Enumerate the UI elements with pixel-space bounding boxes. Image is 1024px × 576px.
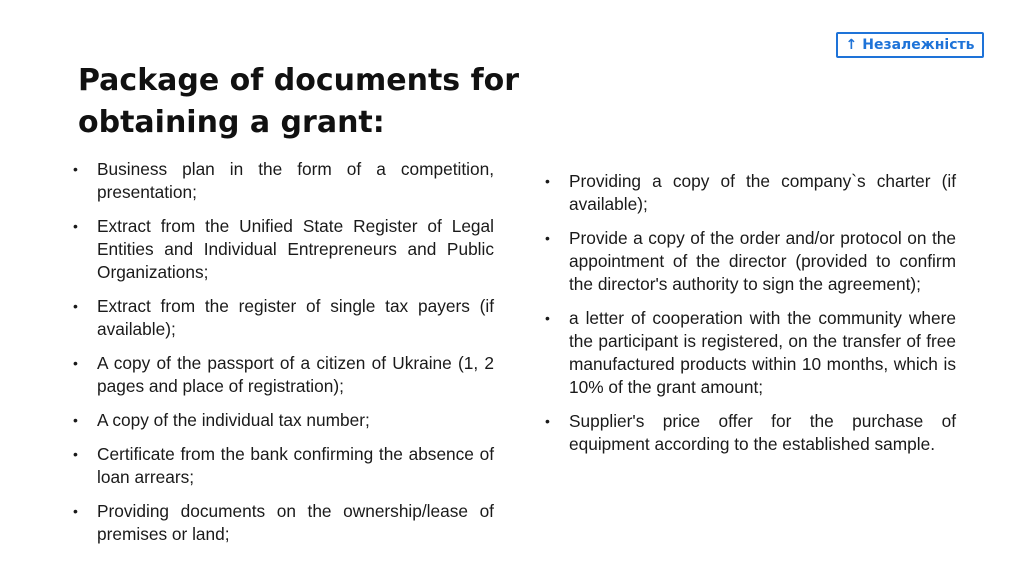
list-item: • a letter of cooperation with the community where the participant is registered, on the transfer of free manufactured products within 10 months, which is 10% of the grant amount;	[545, 307, 956, 399]
list-item: • Providing a copy of the company`s charter (if available);	[545, 170, 956, 216]
left-document-list	[73, 158, 494, 557]
list-item: • Business plan in the form of a competition, presentation;	[73, 158, 494, 204]
list-item: • A copy of the individual tax number;	[73, 409, 494, 432]
list-item: • Extract from the Unified State Register of Legal Entities and Individual Entrepreneurs and Public Organizations;	[73, 215, 494, 284]
list-item: • Providing documents on the ownership/lease of premises or land;	[73, 500, 494, 546]
right-document-list	[545, 170, 956, 467]
list-item: • Provide a copy of the order and/or protocol on the appointment of the director (provided to confirm the director's authority to sign the agreement);	[545, 227, 956, 296]
list-item: • Certificate from the bank confirming the absence of loan arrears;	[73, 443, 494, 489]
up-arrow-icon: ↑	[845, 37, 858, 53]
page-title: Package of documents for obtaining a grant:	[78, 63, 520, 140]
badge-label: Незалежність	[862, 37, 975, 53]
list-item: • Supplier's price offer for the purchase of equipment according to the established sample.	[545, 410, 956, 456]
list-item: • A copy of the passport of a citizen of Ukraine (1, 2 pages and place of registration);	[73, 352, 494, 398]
nezalezhnist-badge	[836, 32, 984, 58]
list-item: • Extract from the register of single tax payers (if available);	[73, 295, 494, 341]
